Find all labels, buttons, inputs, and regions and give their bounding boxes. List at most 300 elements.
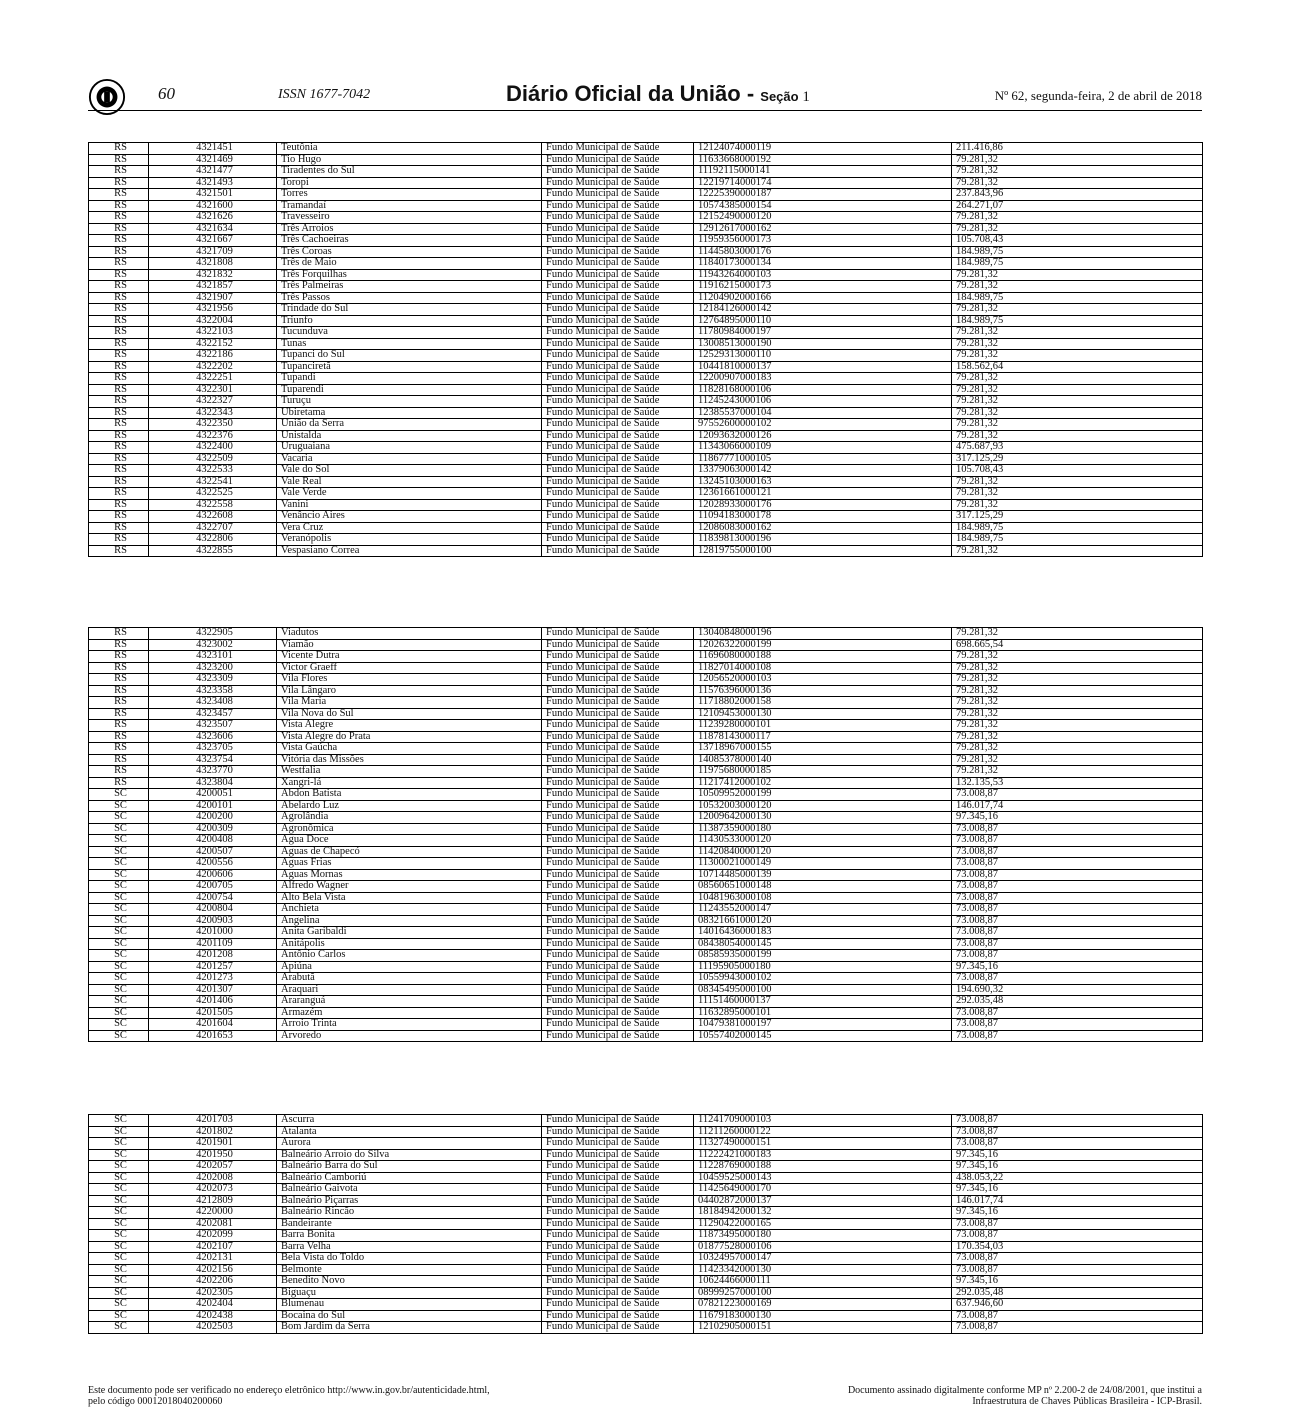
table-row	[89, 892, 1203, 904]
cnpj-cell: 08438054000145	[694, 938, 952, 950]
ibge-code-cell: 4200507	[149, 846, 277, 858]
amount-cell: 97.345,16	[952, 1184, 1203, 1196]
cnpj-cell: 10624466000111	[694, 1276, 952, 1288]
table-row	[89, 720, 1203, 732]
state-cell: RS	[89, 338, 149, 350]
ibge-code-cell: 4200309	[149, 823, 277, 835]
municipality-cell: Abelardo Luz	[277, 800, 542, 812]
amount-cell: 73.008,87	[952, 892, 1203, 904]
amount-cell: 73.008,87	[952, 915, 1203, 927]
cnpj-cell: 12912617000162	[694, 223, 952, 235]
table-row	[89, 465, 1203, 477]
cnpj-cell: 11679183000130	[694, 1310, 952, 1322]
fund-name-cell: Fundo Municipal de Saúde	[542, 973, 694, 985]
state-cell: RS	[89, 304, 149, 316]
state-cell: SC	[89, 996, 149, 1008]
state-cell: SC	[89, 904, 149, 916]
amount-cell: 146.017,74	[952, 800, 1203, 812]
ibge-code-cell: 4322251	[149, 373, 277, 385]
ibge-code-cell: 4321808	[149, 258, 277, 270]
fund-name-cell: Fundo Municipal de Saúde	[542, 1310, 694, 1322]
page-title	[506, 81, 810, 107]
fund-name-cell: Fundo Municipal de Saúde	[542, 315, 694, 327]
state-cell: RS	[89, 743, 149, 755]
state-cell: RS	[89, 639, 149, 651]
amount-cell: 264.271,07	[952, 200, 1203, 212]
ibge-code-cell: 4322608	[149, 511, 277, 523]
table-row	[89, 1126, 1203, 1138]
ibge-code-cell: 4201653	[149, 1030, 277, 1042]
state-cell: RS	[89, 361, 149, 373]
ibge-code-cell: 4201257	[149, 961, 277, 973]
municipality-cell: Vale do Sol	[277, 465, 542, 477]
cnpj-cell: 12529313000110	[694, 350, 952, 362]
municipality-cell: Atalanta	[277, 1126, 542, 1138]
table-row	[89, 338, 1203, 350]
municipality-cell: Viadutos	[277, 628, 542, 640]
amount-cell: 79.281,32	[952, 731, 1203, 743]
state-cell: RS	[89, 246, 149, 258]
fund-name-cell: Fundo Municipal de Saúde	[542, 1241, 694, 1253]
ibge-code-cell: 4321857	[149, 281, 277, 293]
amount-cell: 73.008,87	[952, 835, 1203, 847]
fund-name-cell: Fundo Municipal de Saúde	[542, 1218, 694, 1230]
fund-name-cell: Fundo Municipal de Saúde	[542, 674, 694, 686]
state-cell: SC	[89, 1126, 149, 1138]
fund-name-cell: Fundo Municipal de Saúde	[542, 639, 694, 651]
fund-name-cell: Fundo Municipal de Saúde	[542, 166, 694, 178]
municipality-cell: Vespasiano Correa	[277, 545, 542, 557]
ibge-code-cell: 4202107	[149, 1241, 277, 1253]
cnpj-cell: 10459525000143	[694, 1172, 952, 1184]
municipality-cell: Agronômica	[277, 823, 542, 835]
ibge-code-cell: 4322327	[149, 396, 277, 408]
amount-cell: 73.008,87	[952, 1310, 1203, 1322]
table-row	[89, 1161, 1203, 1173]
fund-name-cell: Fundo Municipal de Saúde	[542, 835, 694, 847]
cnpj-cell: 10532003000120	[694, 800, 952, 812]
ibge-code-cell: 4202081	[149, 1218, 277, 1230]
cnpj-cell: 11420840000120	[694, 846, 952, 858]
municipality-cell: Travesseiro	[277, 212, 542, 224]
cnpj-cell: 12764895000110	[694, 315, 952, 327]
ibge-code-cell: 4323200	[149, 662, 277, 674]
ibge-code-cell: 4322004	[149, 315, 277, 327]
municipality-cell: Três Arroios	[277, 223, 542, 235]
fund-name-cell: Fundo Municipal de Saúde	[542, 1322, 694, 1334]
municipality-cell: Arvoredo	[277, 1030, 542, 1042]
state-cell: RS	[89, 373, 149, 385]
table-row	[89, 384, 1203, 396]
municipality-cell: Anitápolis	[277, 938, 542, 950]
ibge-code-cell: 4321501	[149, 189, 277, 201]
state-cell: SC	[89, 812, 149, 824]
cnpj-cell: 11425649000170	[694, 1184, 952, 1196]
state-cell: SC	[89, 835, 149, 847]
table-row	[89, 685, 1203, 697]
table-row	[89, 189, 1203, 201]
municipality-cell: Vila Maria	[277, 697, 542, 709]
state-cell: RS	[89, 499, 149, 511]
table-row	[89, 800, 1203, 812]
municipality-cell: Vista Alegre do Prata	[277, 731, 542, 743]
table-row	[89, 511, 1203, 523]
municipality-cell: Antônio Carlos	[277, 950, 542, 962]
amount-cell: 73.008,87	[952, 973, 1203, 985]
table-row	[89, 731, 1203, 743]
fund-name-cell: Fundo Municipal de Saúde	[542, 1195, 694, 1207]
municipality-cell: Vanini	[277, 499, 542, 511]
amount-cell: 184.989,75	[952, 292, 1203, 304]
state-cell: SC	[89, 1172, 149, 1184]
fund-name-cell: Fundo Municipal de Saúde	[542, 743, 694, 755]
cnpj-cell: 12200907000183	[694, 373, 952, 385]
table-row	[89, 327, 1203, 339]
table-row	[89, 223, 1203, 235]
ibge-code-cell: 4201505	[149, 1007, 277, 1019]
municipality-cell: Vista Gaúcha	[277, 743, 542, 755]
cnpj-cell: 12819755000100	[694, 545, 952, 557]
table-row	[89, 1241, 1203, 1253]
municipality-cell: Xangri-lá	[277, 777, 542, 789]
footer-right-line-2: Infraestrutura de Chaves Públicas Brasileira - ICP-Brasil.	[972, 1396, 1202, 1407]
cnpj-cell: 04402872000137	[694, 1195, 952, 1207]
cnpj-cell: 12056520000103	[694, 674, 952, 686]
municipality-cell: Viamão	[277, 639, 542, 651]
municipality-cell: Agrolândia	[277, 812, 542, 824]
fund-name-cell: Fundo Municipal de Saúde	[542, 545, 694, 557]
fund-name-cell: Fundo Municipal de Saúde	[542, 984, 694, 996]
fund-name-cell: Fundo Municipal de Saúde	[542, 292, 694, 304]
fund-name-cell: Fundo Municipal de Saúde	[542, 200, 694, 212]
amount-cell: 317.125,29	[952, 453, 1203, 465]
ibge-code-cell: 4321451	[149, 143, 277, 155]
fund-name-cell: Fundo Municipal de Saúde	[542, 1287, 694, 1299]
table-row	[89, 1007, 1203, 1019]
municipality-cell: Balneário Barra do Sul	[277, 1161, 542, 1173]
state-cell: RS	[89, 545, 149, 557]
municipality-cell: Victor Graeff	[277, 662, 542, 674]
table-row	[89, 708, 1203, 720]
table-row	[89, 904, 1203, 916]
amount-cell: 79.281,32	[952, 628, 1203, 640]
fund-name-cell: Fundo Municipal de Saúde	[542, 881, 694, 893]
ibge-code-cell: 4202305	[149, 1287, 277, 1299]
municipality-cell: Tuparendi	[277, 384, 542, 396]
ibge-code-cell: 4201950	[149, 1149, 277, 1161]
ibge-code-cell: 4323705	[149, 743, 277, 755]
municipality-cell: Ubiretama	[277, 407, 542, 419]
municipality-cell: Vale Verde	[277, 488, 542, 500]
fund-name-cell: Fundo Municipal de Saúde	[542, 927, 694, 939]
fund-name-cell: Fundo Municipal de Saúde	[542, 338, 694, 350]
municipality-cell: Venâncio Aires	[277, 511, 542, 523]
municipality-cell: Apiúna	[277, 961, 542, 973]
table-row	[89, 1184, 1203, 1196]
table-row	[89, 143, 1203, 155]
cnpj-cell: 11975680000185	[694, 766, 952, 778]
cnpj-cell: 11696080000188	[694, 651, 952, 663]
data-table-block-2	[88, 627, 1203, 1042]
cnpj-cell: 10574385000154	[694, 200, 952, 212]
table-row	[89, 662, 1203, 674]
state-cell: RS	[89, 327, 149, 339]
footer-right-line-1: Documento assinado digitalmente conforme MP nº 2.200-2 de 24/08/2001, que institui a	[847, 1385, 1202, 1396]
municipality-cell: Tupanci do Sul	[277, 350, 542, 362]
municipality-cell: Turuçu	[277, 396, 542, 408]
fund-name-cell: Fundo Municipal de Saúde	[542, 1299, 694, 1311]
ibge-code-cell: 4321634	[149, 223, 277, 235]
cnpj-cell: 11387359000180	[694, 823, 952, 835]
municipality-cell: Abdon Batista	[277, 789, 542, 801]
municipality-cell: Três Cachoeiras	[277, 235, 542, 247]
ibge-code-cell: 4322343	[149, 407, 277, 419]
table-row	[89, 246, 1203, 258]
amount-cell: 73.008,87	[952, 1115, 1203, 1127]
municipality-cell: Vera Cruz	[277, 522, 542, 534]
state-cell: SC	[89, 789, 149, 801]
amount-cell: 438.053,22	[952, 1172, 1203, 1184]
ibge-code-cell: 4322376	[149, 430, 277, 442]
fund-name-cell: Fundo Municipal de Saúde	[542, 212, 694, 224]
amount-cell: 105.708,43	[952, 465, 1203, 477]
amount-cell: 73.008,87	[952, 881, 1203, 893]
cnpj-cell: 14016436000183	[694, 927, 952, 939]
state-cell: SC	[89, 1115, 149, 1127]
cnpj-cell: 10559943000102	[694, 973, 952, 985]
amount-cell: 79.281,32	[952, 674, 1203, 686]
cnpj-cell: 12385537000104	[694, 407, 952, 419]
fund-name-cell: Fundo Municipal de Saúde	[542, 534, 694, 546]
ibge-code-cell: 4321907	[149, 292, 277, 304]
page-header	[88, 81, 1202, 111]
ibge-code-cell: 4322558	[149, 499, 277, 511]
amount-cell: 73.008,87	[952, 1138, 1203, 1150]
ibge-code-cell: 4322707	[149, 522, 277, 534]
municipality-cell: Vista Alegre	[277, 720, 542, 732]
fund-name-cell: Fundo Municipal de Saúde	[542, 1030, 694, 1042]
amount-cell: 194.690,32	[952, 984, 1203, 996]
cnpj-cell: 11204902000166	[694, 292, 952, 304]
table-row	[89, 743, 1203, 755]
cnpj-cell: 12152490000120	[694, 212, 952, 224]
state-cell: SC	[89, 1264, 149, 1276]
amount-cell: 79.281,32	[952, 338, 1203, 350]
municipality-cell: Tucunduva	[277, 327, 542, 339]
ibge-code-cell: 4322186	[149, 350, 277, 362]
amount-cell: 73.008,87	[952, 869, 1203, 881]
fund-name-cell: Fundo Municipal de Saúde	[542, 662, 694, 674]
municipality-cell: Trindade do Sul	[277, 304, 542, 316]
state-cell: RS	[89, 708, 149, 720]
ibge-code-cell: 4323507	[149, 720, 277, 732]
cnpj-cell: 11943264000103	[694, 269, 952, 281]
municipality-cell: Tramandaí	[277, 200, 542, 212]
municipality-cell: Bela Vista do Toldo	[277, 1253, 542, 1265]
amount-cell: 79.281,32	[952, 743, 1203, 755]
cnpj-cell: 10714485000139	[694, 869, 952, 881]
ibge-code-cell: 4200556	[149, 858, 277, 870]
table-row	[89, 407, 1203, 419]
amount-cell: 317.125,29	[952, 511, 1203, 523]
table-row	[89, 488, 1203, 500]
amount-cell: 79.281,32	[952, 766, 1203, 778]
table-row	[89, 499, 1203, 511]
footer-left-line-1: Este documento pode ser verificado no endereço eletrônico http://www.in.gov.br/autenticidade.html,	[88, 1385, 490, 1396]
amount-cell: 73.008,87	[952, 1253, 1203, 1265]
municipality-cell: Barra Velha	[277, 1241, 542, 1253]
amount-cell: 637.946,60	[952, 1299, 1203, 1311]
footer-left-line-2: pelo código 00012018040200060	[88, 1396, 223, 1407]
fund-name-cell: Fundo Municipal de Saúde	[542, 1253, 694, 1265]
state-cell: SC	[89, 1030, 149, 1042]
state-cell: SC	[89, 984, 149, 996]
ibge-code-cell: 4202503	[149, 1322, 277, 1334]
ibge-code-cell: 4322509	[149, 453, 277, 465]
cnpj-cell: 11828168000106	[694, 384, 952, 396]
state-cell: SC	[89, 961, 149, 973]
ibge-code-cell: 4321832	[149, 269, 277, 281]
cnpj-cell: 12093632000126	[694, 430, 952, 442]
state-cell: SC	[89, 1218, 149, 1230]
cnpj-cell: 08321661000120	[694, 915, 952, 927]
ibge-code-cell: 4322350	[149, 419, 277, 431]
amount-cell: 79.281,32	[952, 488, 1203, 500]
amount-cell: 79.281,32	[952, 223, 1203, 235]
municipality-cell: União da Serra	[277, 419, 542, 431]
municipality-cell: Triunfo	[277, 315, 542, 327]
amount-cell: 79.281,32	[952, 697, 1203, 709]
state-cell: RS	[89, 453, 149, 465]
amount-cell: 184.989,75	[952, 315, 1203, 327]
municipality-cell: Unistalda	[277, 430, 542, 442]
fund-name-cell: Fundo Municipal de Saúde	[542, 1276, 694, 1288]
amount-cell: 73.008,87	[952, 938, 1203, 950]
table-row	[89, 651, 1203, 663]
fund-name-cell: Fundo Municipal de Saúde	[542, 327, 694, 339]
table-row	[89, 315, 1203, 327]
amount-cell: 73.008,87	[952, 1126, 1203, 1138]
table-row	[89, 350, 1203, 362]
state-cell: SC	[89, 927, 149, 939]
cnpj-cell: 12109453000130	[694, 708, 952, 720]
state-cell: RS	[89, 754, 149, 766]
table-row	[89, 950, 1203, 962]
ibge-code-cell: 4202057	[149, 1161, 277, 1173]
fund-name-cell: Fundo Municipal de Saúde	[542, 777, 694, 789]
amount-cell: 79.281,32	[952, 662, 1203, 674]
table-row	[89, 777, 1203, 789]
municipality-cell: Uruguaiana	[277, 442, 542, 454]
state-cell: RS	[89, 315, 149, 327]
ibge-code-cell: 4201208	[149, 950, 277, 962]
cnpj-cell: 11780984000197	[694, 327, 952, 339]
amount-cell: 237.843,96	[952, 189, 1203, 201]
cnpj-cell: 11239280000101	[694, 720, 952, 732]
state-cell: SC	[89, 938, 149, 950]
table-row	[89, 154, 1203, 166]
table-row	[89, 1264, 1203, 1276]
state-cell: SC	[89, 1310, 149, 1322]
data-table-block-1	[88, 142, 1203, 557]
state-cell: SC	[89, 1230, 149, 1242]
ibge-code-cell: 4321493	[149, 177, 277, 189]
amount-cell: 79.281,32	[952, 327, 1203, 339]
municipality-cell: Veranópolis	[277, 534, 542, 546]
municipality-cell: Três Passos	[277, 292, 542, 304]
fund-name-cell: Fundo Municipal de Saúde	[542, 361, 694, 373]
cnpj-cell: 13008513000190	[694, 338, 952, 350]
municipality-cell: Anita Garibaldi	[277, 927, 542, 939]
amount-cell: 79.281,32	[952, 350, 1203, 362]
amount-cell: 97.345,16	[952, 961, 1203, 973]
amount-cell: 170.354,03	[952, 1241, 1203, 1253]
ibge-code-cell: 4212809	[149, 1195, 277, 1207]
ibge-code-cell: 4201406	[149, 996, 277, 1008]
municipality-cell: Bocaina do Sul	[277, 1310, 542, 1322]
amount-cell: 97.345,16	[952, 1207, 1203, 1219]
title-section-number: 1	[798, 89, 810, 105]
fund-name-cell: Fundo Municipal de Saúde	[542, 892, 694, 904]
fund-name-cell: Fundo Municipal de Saúde	[542, 430, 694, 442]
amount-cell: 73.008,87	[952, 846, 1203, 858]
cnpj-cell: 13379063000142	[694, 465, 952, 477]
state-cell: RS	[89, 777, 149, 789]
state-cell: RS	[89, 674, 149, 686]
cnpj-cell: 11245243000106	[694, 396, 952, 408]
state-cell: RS	[89, 419, 149, 431]
municipality-cell: Vila Flores	[277, 674, 542, 686]
fund-name-cell: Fundo Municipal de Saúde	[542, 1230, 694, 1242]
amount-cell: 698.665,54	[952, 639, 1203, 651]
cnpj-cell: 11718802000158	[694, 697, 952, 709]
table-row	[89, 846, 1203, 858]
ibge-code-cell: 4321477	[149, 166, 277, 178]
municipality-cell: Águas de Chapecó	[277, 846, 542, 858]
state-cell: SC	[89, 1241, 149, 1253]
cnpj-cell: 12184126000142	[694, 304, 952, 316]
fund-name-cell: Fundo Municipal de Saúde	[542, 373, 694, 385]
ibge-code-cell: 4321626	[149, 212, 277, 224]
state-cell: SC	[89, 1184, 149, 1196]
cnpj-cell: 11916215000173	[694, 281, 952, 293]
cnpj-cell: 10479381000197	[694, 1019, 952, 1031]
state-cell: RS	[89, 511, 149, 523]
table-row	[89, 961, 1203, 973]
ibge-code-cell: 4201802	[149, 1126, 277, 1138]
state-cell: RS	[89, 154, 149, 166]
state-cell: RS	[89, 720, 149, 732]
ibge-code-cell: 4323804	[149, 777, 277, 789]
ibge-code-cell: 4200754	[149, 892, 277, 904]
amount-cell: 79.281,32	[952, 476, 1203, 488]
cnpj-cell: 13040848000196	[694, 628, 952, 640]
fund-name-cell: Fundo Municipal de Saúde	[542, 154, 694, 166]
municipality-cell: Balneário Rincão	[277, 1207, 542, 1219]
ibge-code-cell: 4200200	[149, 812, 277, 824]
ibge-code-cell: 4202206	[149, 1276, 277, 1288]
state-cell: RS	[89, 350, 149, 362]
fund-name-cell: Fundo Municipal de Saúde	[542, 235, 694, 247]
amount-cell: 79.281,32	[952, 373, 1203, 385]
state-cell: RS	[89, 522, 149, 534]
municipality-cell: Bom Jardim da Serra	[277, 1322, 542, 1334]
table-row	[89, 1218, 1203, 1230]
cnpj-cell: 11327490000151	[694, 1138, 952, 1150]
municipality-cell: Vale Real	[277, 476, 542, 488]
table-row	[89, 1149, 1203, 1161]
state-cell: SC	[89, 1322, 149, 1334]
